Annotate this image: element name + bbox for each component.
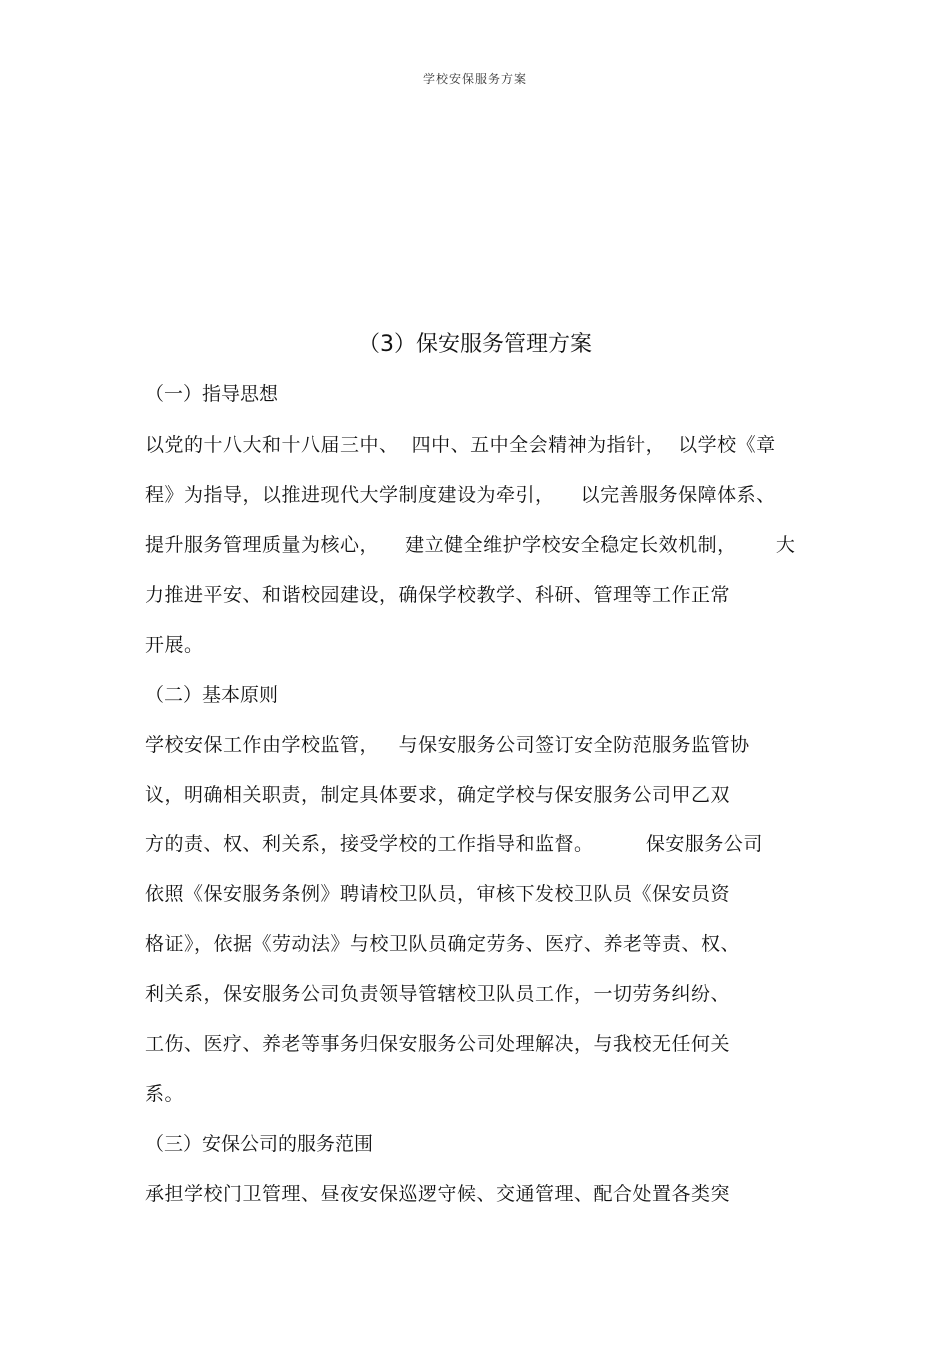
document-title: （3）保安服务管理方案 — [358, 332, 592, 357]
paragraph-line: 系。 — [145, 1083, 185, 1105]
paragraph-line: 学校安保工作由学校监管， 与保安服务公司签订安全防范服务监管协 — [145, 734, 750, 756]
paragraph-line: 以党的十八大和十八届三中、 四中、五中全会精神为指针， 以学校《章 — [145, 434, 776, 456]
paragraph-line: 提升服务管理质量为核心， 建立健全维护学校安全稳定长效机制， 大 — [145, 534, 796, 556]
watermark — [447, 645, 474, 675]
paragraph-line: 承担学校门卫管理、昼夜安保巡逻守候、交通管理、配合处置各类突 — [145, 1183, 731, 1205]
running-header: 学校安保服务方案 — [422, 72, 527, 86]
paragraph-line: 方的责、权、利关系，接受学校的工作指导和监督。 保安服务公司 — [145, 833, 763, 855]
section-heading-1: （一）指导思想 — [145, 383, 279, 405]
paragraph-line: 工伤、医疗、养老等事务归保安服务公司处理解决，与我校无任何关 — [145, 1033, 731, 1055]
paragraph-line: 开展。 — [145, 634, 204, 656]
paragraph-line: 格证》，依据《劳动法》与校卫队员确定劳务、医疗、养老等责、权、 — [145, 933, 741, 955]
paragraph-line: 力推进平安、和谐校园建设，确保学校教学、科研、管理等工作正常 — [145, 584, 731, 606]
section-heading-3: （三）安保公司的服务范围 — [145, 1133, 374, 1155]
paragraph-line: 依照《保安服务条例》聘请校卫队员，审核下发校卫队员《保安员资 — [145, 883, 731, 905]
section-heading-2: （二）基本原则 — [145, 684, 279, 706]
paragraph-line: 程》为指导，以推进现代大学制度建设为牵引， 以完善服务保障体系、 — [145, 484, 776, 506]
paragraph-line: 利关系，保安服务公司负责领导管辖校卫队员工作，一切劳务纠纷、 — [145, 983, 731, 1005]
paragraph-line: 议，明确相关职责，制定具体要求，确定学校与保安服务公司甲乙双 — [145, 784, 731, 806]
